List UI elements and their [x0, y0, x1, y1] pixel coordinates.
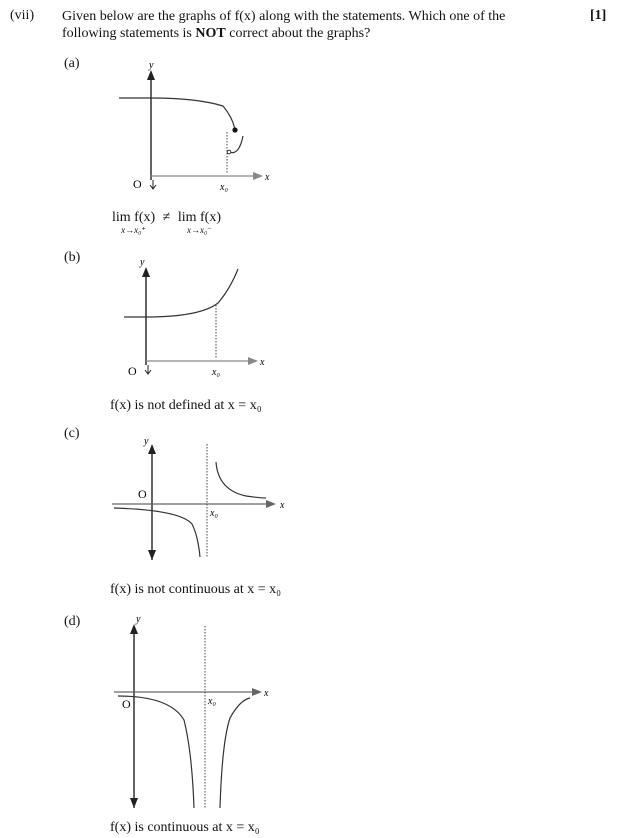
- x-axis-label: x: [260, 357, 265, 368]
- graph-b: [100, 255, 280, 385]
- origin-label: O: [133, 177, 142, 191]
- x0-label: x₀: [210, 508, 218, 519]
- y-axis-label: y: [140, 257, 145, 268]
- x-axis-label: x: [265, 172, 270, 183]
- question-line2-pre: following statements is: [62, 26, 196, 41]
- question-line1: Given below are the graphs of f(x) along with the statements. Which one of the: [62, 9, 506, 24]
- question-text: [62, 8, 542, 42]
- origin-label: O: [122, 697, 131, 711]
- y-axis-label: y: [149, 60, 154, 71]
- graph-d: [100, 612, 300, 817]
- x0-label: x₀: [220, 182, 228, 193]
- x-axis-label: x: [280, 500, 285, 511]
- origin-label: O: [128, 364, 137, 378]
- graph-a: [105, 60, 285, 200]
- option-b-caption: f(x) is not defined at x = x₀: [110, 398, 262, 413]
- x-axis-label: x: [264, 688, 269, 699]
- question-number: (vii): [10, 8, 35, 23]
- caption-a-op: ≠: [162, 210, 171, 225]
- option-c-caption: f(x) is not continuous at x = x₀: [110, 582, 282, 597]
- option-a-label: (a): [64, 56, 80, 71]
- y-axis-label: y: [136, 614, 141, 625]
- y-axis-label: y: [144, 436, 149, 447]
- option-c-label: (c): [64, 426, 80, 441]
- marks-badge: [1]: [590, 8, 607, 23]
- question-line2-post: correct about the graphs?: [225, 26, 371, 41]
- x0-label: x₀: [212, 367, 220, 378]
- question-emphasis: NOT: [195, 26, 226, 41]
- origin-label: O: [138, 487, 147, 501]
- caption-a-left: lim f(x): [112, 210, 156, 225]
- option-a-caption: [112, 210, 221, 242]
- option-b-label: (b): [64, 250, 81, 265]
- caption-a-left-sub: x→x₀⁺: [121, 225, 147, 235]
- caption-a-right: lim f(x): [177, 210, 221, 225]
- caption-a-right-sub: x→x₀⁻: [186, 225, 212, 235]
- option-d-label: (d): [64, 614, 81, 629]
- option-d-caption: f(x) is continuous at x = x₀: [110, 820, 260, 835]
- graph-c: [100, 432, 300, 567]
- x0-label: x₀: [208, 696, 216, 707]
